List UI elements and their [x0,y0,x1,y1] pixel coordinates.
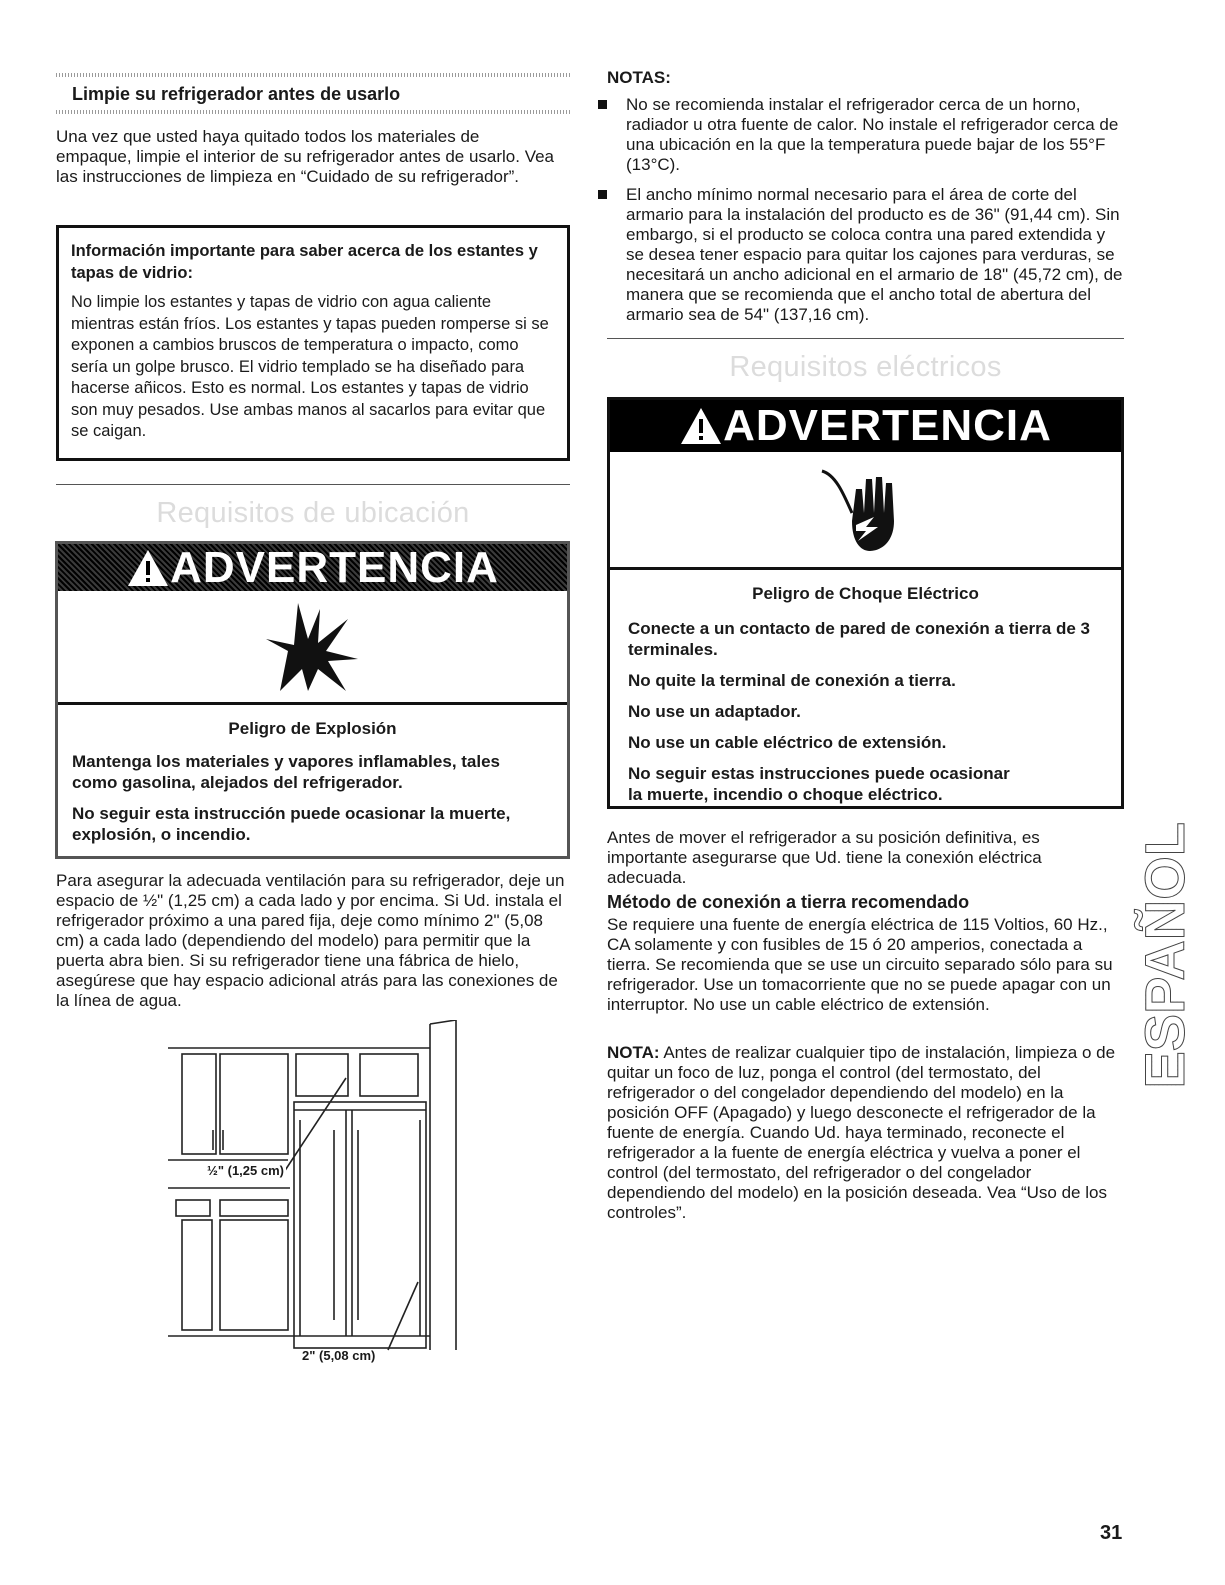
notes-heading: NOTAS: [607,68,671,87]
ventilation-text: Para asegurar la adecuada ventilación para su refrigerador, deje un espacio de ½" (1,25 cm) a cada lado y por encima. Si Ud. instala el refrigerador próximo a una pared fija, deje como mínimo 2" (5,08 cm) a cada lado (dependiendo del modelo) para permitir que la puerta abra bien. Si su refrigerador tiene una fábrica de hielo, asegúrese que hay espacio adicional atrás para las conexiones de la línea de agua. [56,871,565,1010]
explosion-icon-area [58,591,567,705]
glass-info-box [56,225,570,461]
grounding-text: Se requiere una fuente de energía eléctrica de 115 Voltios, 60 Hz., CA solamente y con fusibles de 15 ó 20 amperios, conectada a tierra. Se recomienda que se use un circuito separado sólo para su refrigerador. Use un tomacorriente que no se puede apagar con un interruptor. No use un cable eléctrico de extensión. [607,915,1113,1014]
warning-triangle-icon [679,406,723,446]
before-move-text: Antes de mover el refrigerador a su posición definitiva, es importante asegurarse que Ud. tiene la conexión eléctrica adecuada. [607,828,1042,887]
electrical-warning-header [610,400,1121,452]
language-side-tab: ESPAÑOL [1133,822,1196,1089]
explosion-warning-box [55,541,570,859]
note-item: No se recomienda instalar el refrigerador cerca de un horno, radiador u otra fuente de calor. No instale el refrigerador cerca de una ubicación en la que la temperatura puede bajar de los 55°F (13°C). [598,95,1123,175]
glass-info-text: No limpie los estantes y tapas de vidrio con agua caliente mientras están fríos. Los estantes y tapas pueden romperse si se exponen a cambios bruscos de temperatura o impacto, como sería un golpe brusco. El vidrio templado se ha diseñado para hacerse añicos. Esto es normal. Los estantes y tapas de vidrio son muy pesados. Use ambas manos al sacarlos para evitar que se caigan. [71,293,549,440]
electrical-warning-line-4: No use un cable eléctrico de extensión. [628,733,947,752]
electrical-warning-line-2: No quite la terminal de conexión a tierra. [628,671,956,690]
electrical-warning-box [607,397,1124,809]
location-section-title: Requisitos de ubicación [156,497,470,529]
shock-icon-area [610,452,1121,570]
heading-rule-bottom [56,110,570,114]
electrical-warning-line-5: No seguir estas instrucciones puede ocasionar la muerte, incendio o choque eléctrico. [628,764,1010,804]
section-divider [56,484,570,485]
nota-text: Antes de realizar cualquier tipo de instalación, limpieza o de quitar un foco de luz, ponga el control (del termostato, del refrigerador o del congelador dependiendo del modelo) en la posición OFF (Apagado) y luego desconecte el refrigerador de la fuente de energía. Cuando Ud. haya terminado, reconecte el refrigerador a la fuente de energía eléctrica y vuelva a poner el control (del termostato, del refrigerador o del congelador dependiendo del modelo) en la posición deseada. Vea “Uso de los controles”. [607,1043,1116,1222]
electrical-warning-line-1: Conecte a un contacto de pared de conexión a tierra de 3 terminales. [628,619,1090,659]
warning-triangle-icon [126,548,170,588]
explosion-warning-line-1: Mantenga los materiales y vapores inflamables, tales como gasolina, alejados del refrigerador. [72,752,501,792]
clearance-label-two-inch: 2" (5,08 cm) [302,1348,376,1363]
shock-hazard-title: Peligro de Choque Eléctrico [752,584,979,603]
explosion-icon [258,599,368,695]
electrical-divider [607,338,1124,339]
notes-list [598,95,1123,335]
electrical-warning-body [610,584,1121,805]
explosion-warning-title: ADVERTENCIA [170,542,499,592]
clearance-label-half-inch: ½" (1,25 cm) [207,1163,284,1178]
nota-label: NOTA: [607,1043,660,1062]
clean-heading: Limpie su refrigerador antes de usarlo [72,84,401,104]
explosion-warning-line-2: No seguir esta instrucción puede ocasionar la muerte, explosión, o incendio. [72,804,511,844]
explosion-hazard-title: Peligro de Explosión [228,719,397,738]
explosion-warning-body [58,719,567,845]
electrical-section-title: Requisitos eléctricos [729,351,1002,383]
page-number: 31 [1100,1522,1123,1544]
electrical-warning-title: ADVERTENCIA [723,401,1052,450]
glass-info-title: Información importante para saber acerca de los estantes y tapas de vidrio: [71,242,538,282]
explosion-warning-header [58,544,567,591]
electric-shock-hand-icon [816,465,916,555]
clean-intro: Una vez que usted haya quitado todos los materiales de empaque, limpie el interior de su refrigerador antes de usarlo. Vea las instrucciones de limpieza en “Cuidado de su refrigerador”. [56,127,555,186]
nota-paragraph [607,1043,1122,1223]
electrical-warning-line-3: No use un adaptador. [628,702,801,721]
note-item: El ancho mínimo normal necesario para el área de corte del armario para la instalación del producto es de 36" (91,44 cm). Sin embargo, si el producto se coloca contra una pared extendida y se desea tener espacio para quitar los cajones para verduras, se necesitará un ancho adicional en el armario de 18" (45,72 cm), de manera que se recomienda que el ancho total de abertura del armario sea de 54" (137,16 cm). [598,185,1123,325]
heading-rule-top [56,73,570,77]
clearance-diagram [168,1020,458,1370]
grounding-heading: Método de conexión a tierra recomendado [607,892,970,912]
